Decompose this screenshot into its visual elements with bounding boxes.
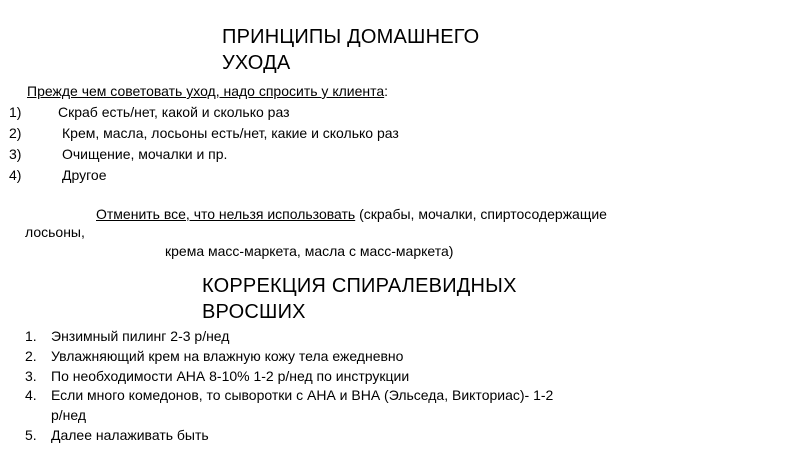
- section2-item-1: [25, 326, 229, 346]
- list-number: 4.: [25, 387, 37, 403]
- section2-item-4-continuation: р/нед: [51, 407, 87, 423]
- list-item-text: По необходимости АНА 8-10% 1-2 р/нед по инструкции: [51, 368, 410, 384]
- section1-item-1: [9, 102, 290, 122]
- list-number: 4): [9, 167, 22, 183]
- list-number: 5.: [25, 427, 37, 443]
- section2-item-3: [25, 366, 409, 386]
- section1-cancel-line3: крема масс-маркета, масла с масс-маркета): [165, 243, 454, 259]
- section1-title-line1: ПРИНЦИПЫ ДОМАШНЕГО: [222, 26, 480, 48]
- list-item-text: Очищение, мочалки и пр.: [62, 146, 228, 162]
- list-number: 3.: [25, 368, 37, 384]
- section1-item-3: [9, 144, 227, 164]
- list-number: 2.: [25, 348, 37, 364]
- section1-item-2: [9, 123, 399, 143]
- list-number: 1.: [25, 328, 37, 344]
- section1-item-4: [9, 165, 106, 185]
- list-item-text: Если много комедонов, то сыворотки с АНА и ВНА (Эльседа, Викториас)- 1-2: [51, 387, 554, 403]
- section1-cancel-underlined: Отменить все, что нельзя использовать: [96, 206, 356, 222]
- section1-cancel-line2: лосьоны,: [25, 224, 85, 240]
- section2-title-line1: КОРРЕКЦИЯ СПИРАЛЕВИДНЫХ: [202, 275, 517, 297]
- list-item-text: Другое: [62, 167, 107, 183]
- section1-title-line2: УХОДА: [222, 52, 291, 74]
- list-item-text: Увлажняющий крем на влажную кожу тела ежедневно: [51, 348, 404, 364]
- section2-item-2: [25, 346, 403, 366]
- section1-cancel-line1: [96, 204, 607, 224]
- list-number: 2): [9, 125, 22, 141]
- section1-intro: [27, 81, 388, 101]
- list-number: 3): [9, 146, 22, 162]
- list-item-text: Скраб есть/нет, какой и сколько раз: [58, 104, 290, 120]
- section2-item-5: [25, 425, 209, 445]
- section2-item-4: [25, 385, 553, 405]
- section1-intro-underlined: Прежде чем советовать уход, надо спросить у клиента: [27, 83, 385, 99]
- list-number: 1): [9, 104, 22, 120]
- list-item-text: Энзимный пилинг 2-3 р/нед: [51, 328, 230, 344]
- list-item-text: Крем, масла, лосьоны есть/нет, какие и сколько раз: [62, 125, 399, 141]
- list-item-text: Далее налаживать быть: [51, 427, 209, 443]
- section1-intro-suffix: :: [384, 83, 389, 99]
- section1-cancel-rest: (скрабы, мочалки, спиртосодержащие: [355, 206, 607, 222]
- section2-title-line2: ВРОСШИХ: [202, 301, 306, 323]
